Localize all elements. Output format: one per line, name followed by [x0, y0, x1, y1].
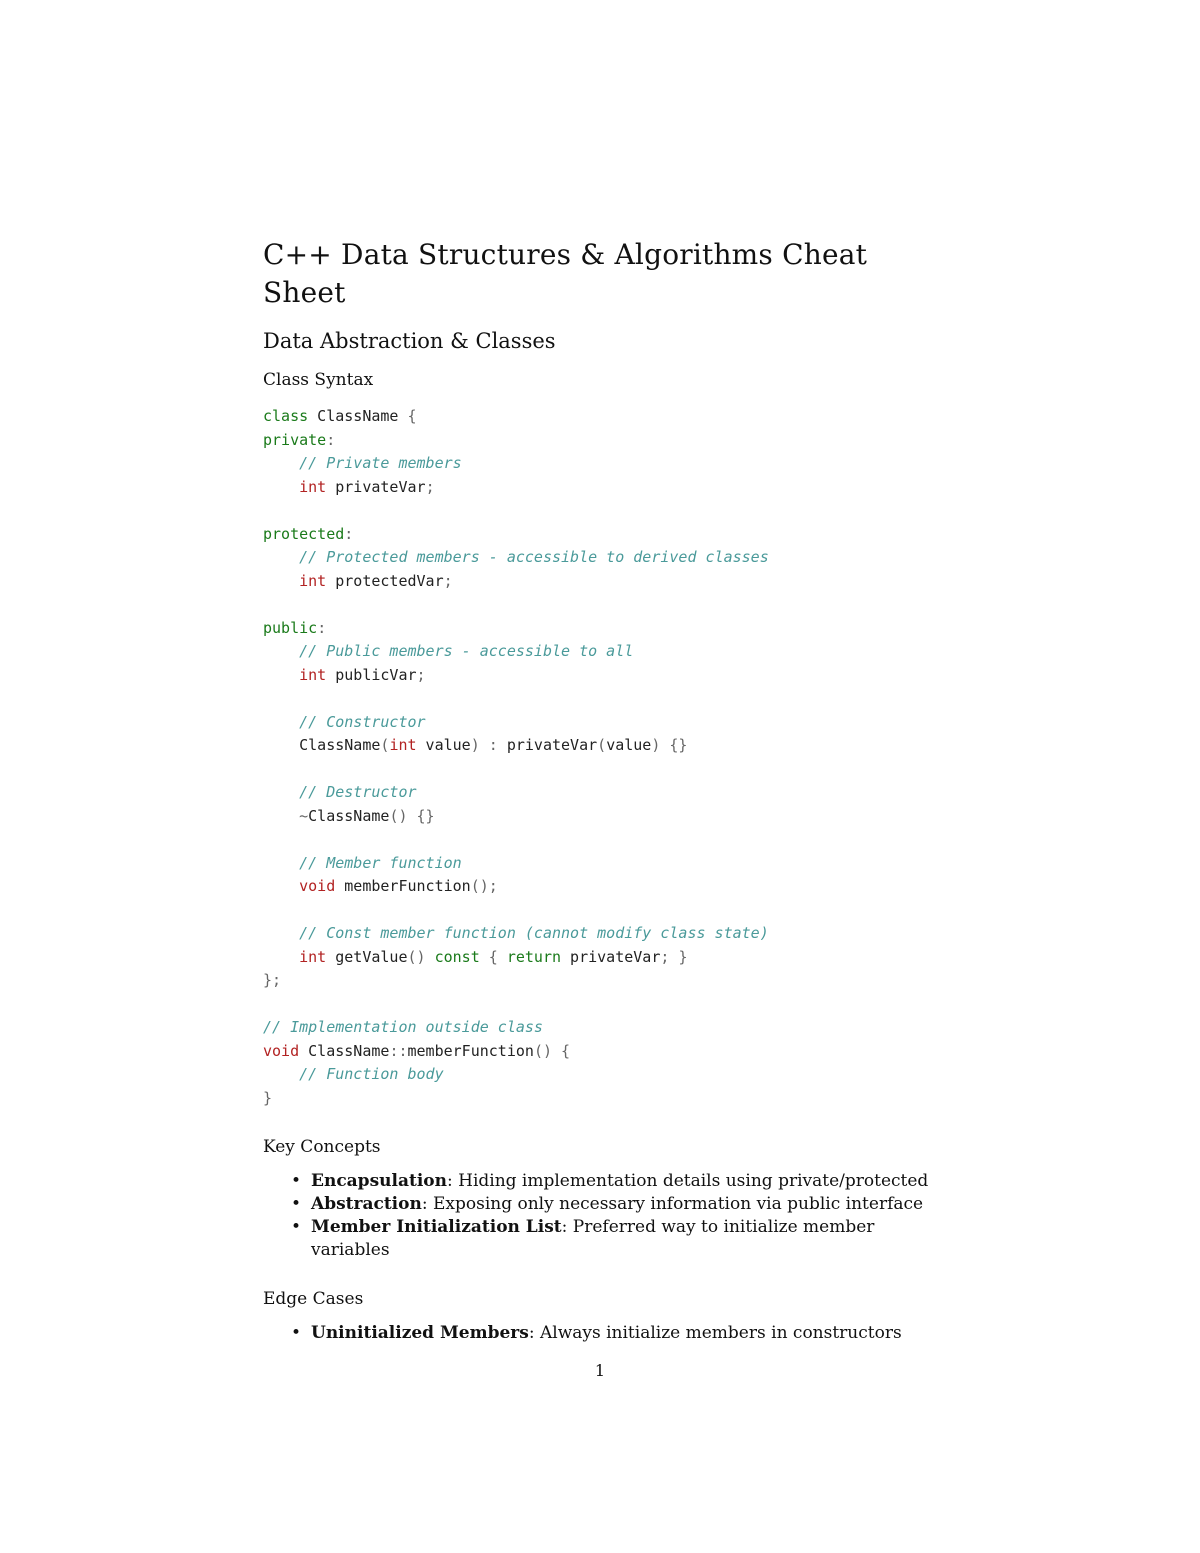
code-token-punct: ; [660, 947, 670, 966]
code-token-punct: { [407, 407, 417, 425]
code-token-comment: // Const member function (cannot modify class state) [299, 924, 769, 942]
list-item [291, 1170, 953, 1193]
code-line [263, 946, 953, 970]
section-title: Data Abstraction & Classes [263, 329, 556, 353]
code-block [263, 405, 953, 1110]
code-line [263, 640, 953, 664]
code-token-plain [408, 807, 417, 825]
code-line [263, 993, 953, 1017]
code-token-type: void [299, 877, 336, 895]
code-token-punct: } [678, 947, 688, 966]
code-token-kw: class [263, 407, 309, 425]
code-line [263, 711, 953, 735]
code-token-plain [263, 783, 299, 801]
code-token-punct: ~ [299, 806, 309, 825]
code-token-plain [263, 854, 299, 872]
code-token-punct: (); [470, 877, 498, 895]
code-line [263, 687, 953, 711]
code-token-plain [498, 948, 507, 966]
code-token-kw: protected [263, 524, 345, 543]
code-line [263, 1040, 953, 1064]
code-token-plain [480, 736, 489, 754]
code-token-plain: privateVar [326, 477, 426, 496]
code-token-punct: () [533, 1041, 552, 1060]
code-token-comment: // Destructor [299, 783, 417, 801]
code-line [263, 429, 953, 453]
code-token-plain [426, 948, 435, 966]
class-syntax-heading: Class Syntax [263, 370, 374, 390]
code-token-punct: () [407, 947, 426, 966]
code-line [263, 1063, 953, 1087]
code-token-punct: : [344, 524, 354, 543]
code-token-plain: ClassName [263, 736, 381, 754]
code-line [263, 593, 953, 617]
code-token-plain: value [416, 736, 471, 754]
code-token-punct: ; [443, 571, 453, 590]
code-token-plain [263, 877, 299, 895]
code-token-punct: : [326, 430, 336, 449]
code-token-punct: : [317, 618, 327, 637]
code-token-comment: // Implementation outside class [263, 1018, 543, 1036]
code-token-kw: const [434, 947, 480, 966]
code-line [263, 758, 953, 782]
bullet-icon: • [291, 1323, 302, 1343]
code-token-type: int [299, 571, 327, 590]
code-token-plain [263, 713, 299, 731]
edge-cases-list [263, 1322, 953, 1345]
code-token-punct: {} [416, 806, 435, 825]
code-token-plain: ClassName [308, 407, 408, 425]
code-line [263, 546, 953, 570]
code-line [263, 1016, 953, 1040]
list-item [291, 1193, 953, 1216]
bullet-icon: • [291, 1217, 302, 1237]
code-token-punct: { [561, 1041, 571, 1060]
code-token-plain: memberFunction [335, 877, 471, 895]
code-token-punct: ( [380, 736, 390, 754]
code-token-plain [263, 548, 299, 566]
code-token-type: int [299, 477, 327, 496]
code-line [263, 523, 953, 547]
list-item [291, 1322, 953, 1345]
code-token-punct: ; [416, 665, 426, 684]
code-token-plain [263, 924, 299, 942]
code-token-plain: ClassName [308, 806, 390, 825]
code-line [263, 781, 953, 805]
list-item-description: : Preferred way to initialize member variables [311, 1217, 875, 1260]
list-item-term: Encapsulation [311, 1171, 447, 1191]
code-token-kw: private [263, 430, 327, 449]
code-token-type: int [389, 736, 417, 754]
code-token-plain [263, 807, 299, 825]
code-token-punct: { [488, 947, 498, 966]
edge-cases-heading: Edge Cases [263, 1289, 364, 1309]
code-line [263, 405, 953, 429]
code-token-plain [263, 478, 299, 496]
code-token-type: void [263, 1041, 300, 1060]
list-item [291, 1216, 953, 1262]
document-page [263, 236, 953, 1345]
code-token-punct: ) [651, 736, 661, 754]
code-token-type: int [299, 947, 327, 966]
code-line [263, 664, 953, 688]
code-line [263, 617, 953, 641]
code-token-comment: // Private members [299, 454, 462, 472]
document-title: C++ Data Structures & Algorithms Cheat Sheet [263, 238, 868, 309]
code-token-plain [263, 1065, 299, 1083]
list-item-description: : Exposing only necessary information via public interface [421, 1194, 924, 1214]
code-token-punct: {} [669, 736, 688, 754]
code-line [263, 899, 953, 923]
code-token-comment: // Member function [299, 853, 462, 872]
bullet-icon: • [291, 1171, 302, 1191]
code-token-punct: }; [263, 971, 282, 989]
key-concepts-list [263, 1170, 953, 1262]
code-line [263, 570, 953, 594]
code-token-punct: } [263, 1088, 273, 1107]
page-number: 1 [594, 1361, 606, 1380]
code-line [263, 1087, 953, 1111]
code-line [263, 922, 953, 946]
code-line [263, 476, 953, 500]
code-token-comment: // Public members - accessible to all [299, 642, 634, 660]
code-token-plain [480, 948, 489, 966]
bullet-icon: • [291, 1194, 302, 1214]
list-item-term: Member Initialization List [311, 1217, 562, 1237]
code-token-punct: : [488, 736, 498, 754]
code-token-plain: ClassName [299, 1041, 390, 1060]
code-token-comment: // Constructor [299, 712, 426, 731]
code-token-plain: protectedVar [326, 571, 444, 590]
list-item-description: : Hiding implementation details using private/protected [446, 1171, 929, 1191]
code-token-plain: privateVar [497, 736, 598, 754]
code-token-kw: public [263, 618, 318, 637]
code-token-plain: getValue [326, 947, 408, 966]
code-token-comment: // Protected members - accessible to derived classes [299, 548, 769, 566]
code-line [263, 805, 953, 829]
code-line [263, 828, 953, 852]
code-token-plain [263, 948, 299, 966]
code-token-punct: () [389, 806, 408, 825]
code-line [263, 852, 953, 876]
code-line [263, 969, 953, 993]
code-token-plain: privateVar [561, 947, 661, 966]
code-token-punct: ; [425, 477, 435, 496]
code-token-plain: memberFunction [407, 1041, 534, 1060]
list-item-term: Uninitialized Members [311, 1323, 529, 1343]
code-token-punct: ) [470, 736, 480, 754]
list-item-description: : Always initialize members in constructors [528, 1323, 902, 1343]
code-token-comment: // Function body [299, 1065, 444, 1083]
key-concepts-heading: Key Concepts [263, 1137, 381, 1157]
list-item-term: Abstraction [311, 1194, 422, 1214]
code-token-type: int [299, 665, 327, 684]
code-token-plain: publicVar [326, 665, 417, 684]
code-token-plain [552, 1042, 561, 1060]
code-line [263, 452, 953, 476]
code-token-plain [263, 454, 299, 472]
code-token-plain [263, 666, 299, 684]
code-token-kw: return [506, 947, 562, 966]
code-token-punct: ( [597, 736, 607, 754]
code-line [263, 734, 953, 758]
code-token-punct: :: [389, 1041, 408, 1060]
code-line [263, 875, 953, 899]
code-line [263, 499, 953, 523]
code-token-plain: value [606, 736, 652, 754]
code-token-plain [263, 572, 299, 590]
code-token-plain [263, 642, 299, 660]
